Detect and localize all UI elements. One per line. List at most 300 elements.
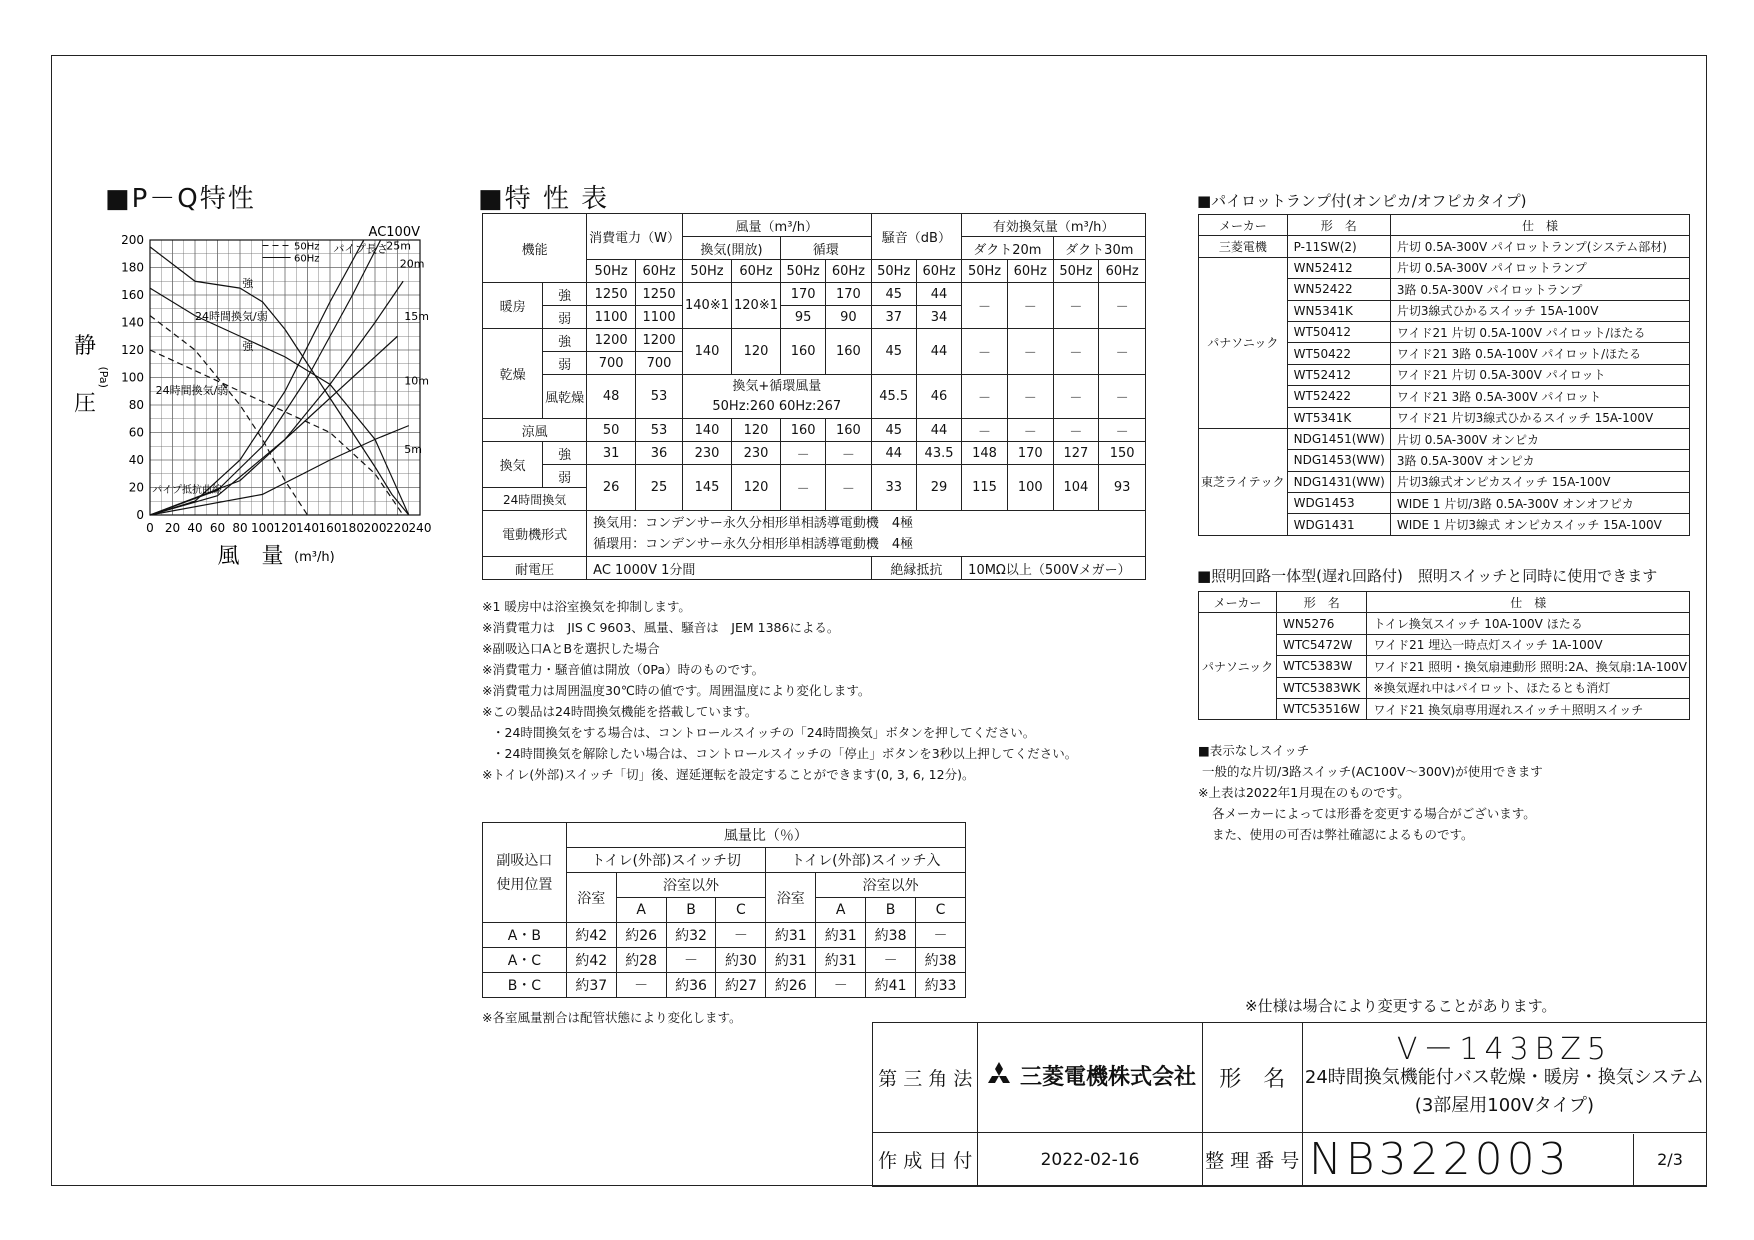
model-cell: WT5341K bbox=[1287, 407, 1390, 428]
cell: 53 bbox=[636, 419, 683, 442]
lighting-table bbox=[1198, 591, 1690, 720]
cell: 50 bbox=[587, 419, 636, 442]
cell: 120 bbox=[732, 329, 781, 375]
cell: 34 bbox=[916, 306, 961, 329]
ratio-h-c: C bbox=[916, 898, 966, 923]
num-label: 整 理 番 号 bbox=[1202, 1133, 1302, 1187]
spec-cell: WIDE 1 片切3線式 オンピカスイッチ 15A-100V bbox=[1390, 514, 1689, 535]
ratio-h-pos1: 副吸込口 bbox=[496, 852, 553, 869]
model-cell: WTC5383W bbox=[1277, 656, 1367, 677]
cell: 26 bbox=[587, 465, 636, 511]
note: 一般的な片切/3路スイッチ(AC100V～300V)が使用できます bbox=[1202, 764, 1543, 779]
table-cell: － bbox=[666, 948, 716, 973]
cell: － bbox=[1053, 419, 1099, 442]
ratio-h-bath: 浴室 bbox=[766, 873, 816, 923]
cell: 1200 bbox=[587, 329, 636, 352]
curve-label: 15m bbox=[404, 309, 429, 323]
ratio-h-other: 浴室以外 bbox=[816, 873, 966, 898]
cell: － bbox=[780, 465, 825, 511]
spec-h-vent: 換気(開放) bbox=[683, 237, 781, 260]
cell: 36 bbox=[636, 442, 683, 465]
cell: 31 bbox=[587, 442, 636, 465]
model-cell: WT52412 bbox=[1287, 364, 1390, 385]
lighting-h-spec: 仕 様 bbox=[1367, 592, 1690, 613]
table-cell: B・C bbox=[483, 973, 567, 998]
y-tick-label: 120 bbox=[121, 343, 144, 357]
model-cell: WN5341K bbox=[1287, 300, 1390, 321]
lighting-h-model: 形 名 bbox=[1277, 592, 1367, 613]
note: ・24時間換気をする場合は、コントロールスイッチの「24時間換気」ボタンを押してください。 bbox=[492, 725, 1036, 740]
voltage-label: AC100V bbox=[368, 225, 420, 240]
pq-title: ■P－Q特性 bbox=[105, 184, 256, 214]
cell: － bbox=[962, 329, 1008, 375]
y-tick-label: 0 bbox=[136, 508, 144, 522]
projection: 第 三 角 法 bbox=[873, 1023, 978, 1133]
curve-label: 20m bbox=[399, 257, 425, 271]
pq-chart-svg bbox=[60, 215, 450, 575]
cell: 160 bbox=[780, 419, 825, 442]
cell: 45 bbox=[871, 283, 916, 306]
legend-label: 50Hz bbox=[294, 241, 320, 253]
x-tick-label: 100 bbox=[251, 521, 274, 535]
curve-label: 24時間換気/弱 bbox=[155, 384, 229, 397]
cell: 230 bbox=[683, 442, 732, 465]
cell: － bbox=[826, 442, 871, 465]
cell: 160 bbox=[780, 329, 825, 375]
curve-label: 25m bbox=[386, 239, 411, 253]
table-row bbox=[483, 923, 966, 948]
ratio-h-pos2: 使用位置 bbox=[496, 876, 553, 893]
title-block bbox=[872, 1022, 1707, 1187]
cell: 1100 bbox=[636, 306, 683, 329]
cell: 140 bbox=[683, 419, 732, 442]
kf-note bbox=[683, 375, 872, 419]
table-cell: A・C bbox=[483, 948, 567, 973]
date-label: 作 成 日 付 bbox=[873, 1133, 978, 1187]
table-cell: 約42 bbox=[566, 948, 616, 973]
table-row bbox=[483, 973, 966, 998]
curve-label: 強 bbox=[242, 276, 254, 290]
spec-h-eff: 有効換気量（m³/h） bbox=[962, 214, 1146, 237]
curve-label: 5m bbox=[404, 443, 422, 457]
row-kanso: 乾燥 bbox=[483, 329, 543, 419]
level: 風乾燥 bbox=[543, 375, 587, 419]
cell: 44 bbox=[916, 419, 961, 442]
spec-h-d30: ダクト30m bbox=[1053, 237, 1145, 260]
cell: 90 bbox=[826, 306, 871, 329]
kf-note-2: 50Hz:260 60Hz:267 bbox=[712, 398, 842, 414]
ratio-h-a: A bbox=[616, 898, 666, 923]
x-tick-label: 180 bbox=[341, 521, 364, 535]
note: ※1 暖房中は浴室換気を抑制します。 bbox=[482, 599, 691, 614]
note: ・24時間換気を解除したい場合は、コントロールスイッチの「停止」ボタンを3秒以上押してください。 bbox=[492, 746, 1078, 761]
num-cell bbox=[1302, 1133, 1706, 1187]
hz: 50Hz bbox=[587, 260, 636, 283]
table-cell: － bbox=[716, 923, 766, 948]
hz: 60Hz bbox=[636, 260, 683, 283]
table-row bbox=[1199, 613, 1690, 634]
volt-label: 耐電圧 bbox=[483, 557, 587, 580]
cell: － bbox=[1099, 329, 1146, 375]
hz: 60Hz bbox=[1007, 260, 1053, 283]
hz: 50Hz bbox=[780, 260, 825, 283]
table-cell: 約37 bbox=[566, 973, 616, 998]
model-cell: WTC53516W bbox=[1277, 698, 1367, 719]
level: 弱 bbox=[543, 306, 587, 329]
table-cell: － bbox=[816, 973, 866, 998]
y-tick-label: 200 bbox=[121, 233, 144, 247]
ratio-h-a: A bbox=[816, 898, 866, 923]
cell: － bbox=[1099, 283, 1146, 329]
model-cell: WT50422 bbox=[1287, 343, 1390, 364]
level: 強 bbox=[543, 329, 587, 352]
spec-cell: 片切3線式ひかるスイッチ 15A-100V bbox=[1390, 300, 1689, 321]
y-tick-label: 160 bbox=[121, 288, 144, 302]
ins-label: 絶縁抵抗 bbox=[871, 557, 962, 580]
note: ※消費電力は周囲温度30℃時の値です。周囲温度により変化します。 bbox=[482, 683, 871, 698]
curve-label: 24時間換気/弱 bbox=[195, 309, 268, 323]
level: 強 bbox=[543, 442, 587, 465]
spec-cell: ワイド21 片切3線式ひかるスイッチ 15A-100V bbox=[1390, 407, 1689, 428]
cell: － bbox=[962, 283, 1008, 329]
table-row bbox=[1199, 236, 1690, 257]
ins-value: 10MΩ以上（500Vメガー） bbox=[962, 557, 1146, 580]
model-cell: WT52422 bbox=[1287, 386, 1390, 407]
cell: 1250 bbox=[587, 283, 636, 306]
cell: 120 bbox=[732, 465, 781, 511]
cell: － bbox=[1099, 375, 1146, 419]
table-cell: A・B bbox=[483, 923, 567, 948]
change-note: ※仕様は場合により変更することがあります。 bbox=[1245, 997, 1557, 1015]
pq-series-line bbox=[150, 281, 403, 515]
row-danbo: 暖房 bbox=[483, 283, 543, 329]
motor-value bbox=[587, 511, 1146, 557]
cell: 44 bbox=[871, 442, 916, 465]
table-cell: 約31 bbox=[816, 923, 866, 948]
spec-cell: 片切 0.5A-300V パイロットランプ(システム部材) bbox=[1390, 236, 1689, 257]
level: 強 bbox=[543, 283, 587, 306]
x-tick-label: 120 bbox=[273, 521, 297, 535]
doc-number: NB322003 bbox=[1303, 1134, 1634, 1186]
table-row bbox=[483, 948, 966, 973]
table-row bbox=[1199, 257, 1690, 278]
table-cell: 約28 bbox=[616, 948, 666, 973]
ratio-h-off: トイレ(外部)スイッチ切 bbox=[566, 848, 766, 873]
x-tick-label: 40 bbox=[187, 521, 203, 535]
pilot-h-maker: メーカー bbox=[1199, 215, 1288, 236]
cell: － bbox=[1007, 283, 1053, 329]
note: また、使用の可否は弊社確認によるものです。 bbox=[1212, 827, 1474, 842]
cell: － bbox=[1007, 419, 1053, 442]
y-tick-label: 40 bbox=[128, 453, 144, 467]
spec-cell: 3路 0.5A-300V パイロットランプ bbox=[1390, 279, 1689, 300]
spec-cell: 3路 0.5A-300V オンピカ bbox=[1390, 450, 1689, 471]
curve-label: 強 bbox=[242, 340, 254, 353]
spec-cell: ※換気遅れ中はパイロット、ほたるとも消灯 bbox=[1367, 677, 1690, 698]
table-cell: 約27 bbox=[716, 973, 766, 998]
cell: 46 bbox=[916, 375, 961, 419]
spec-cell: 片切3線式オンピカスイッチ 15A-100V bbox=[1390, 471, 1689, 492]
mitsubishi-logo-icon bbox=[984, 1062, 1014, 1090]
cell: 120 bbox=[732, 419, 781, 442]
y-tick-label: 140 bbox=[121, 315, 144, 330]
table-cell: 約36 bbox=[666, 973, 716, 998]
hz: 60Hz bbox=[916, 260, 961, 283]
cell: 120※1 bbox=[732, 283, 781, 329]
table-cell: 約41 bbox=[866, 973, 916, 998]
note: ※トイレ(外部)スイッチ「切」後、遅延運転を設定することができます(0, 3, 6, 12分)。 bbox=[482, 767, 975, 782]
table-cell: 約38 bbox=[866, 923, 916, 948]
hz: 60Hz bbox=[826, 260, 871, 283]
model-cell bbox=[1302, 1023, 1706, 1133]
table-cell: － bbox=[866, 948, 916, 973]
cell: 145 bbox=[683, 465, 732, 511]
model-desc-2: (3部屋用100Vタイプ) bbox=[1414, 1094, 1595, 1116]
table-cell: － bbox=[616, 973, 666, 998]
table-cell: 約30 bbox=[716, 948, 766, 973]
spec-h-noise: 騒音（dB） bbox=[871, 214, 962, 260]
level: 弱 bbox=[543, 465, 587, 488]
motor-1: 換気用：コンデンサー永久分相形単相誘導電動機 4極 bbox=[593, 515, 914, 531]
model-number: V－143BZ5 bbox=[1396, 1031, 1612, 1067]
cell: 170 bbox=[826, 283, 871, 306]
spec-cell: 片切 0.5A-300V オンピカ bbox=[1390, 428, 1689, 449]
x-tick-label: 160 bbox=[318, 521, 342, 535]
table-cell: 約33 bbox=[916, 973, 966, 998]
cell: － bbox=[780, 442, 825, 465]
cell: 115 bbox=[962, 465, 1008, 511]
model-cell: NDG1453(WW) bbox=[1287, 450, 1390, 471]
y-tick-label: 80 bbox=[128, 398, 144, 412]
maker-cell: 三菱電機 bbox=[1199, 236, 1288, 257]
table-cell: 約38 bbox=[916, 948, 966, 973]
cell: － bbox=[1053, 375, 1099, 419]
maker-cell: パナソニック bbox=[1199, 257, 1288, 428]
date-value: 2022-02-16 bbox=[978, 1133, 1202, 1187]
table-cell: 約42 bbox=[566, 923, 616, 948]
cell: 45.5 bbox=[871, 375, 916, 419]
company-name: 三菱電機株式会社 bbox=[1020, 1065, 1197, 1091]
note: ※この製品は24時間換気機能を搭載しています。 bbox=[482, 704, 758, 719]
hz: 60Hz bbox=[1099, 260, 1146, 283]
ratio-note: ※各室風量割合は配管状態により変化します。 bbox=[482, 1010, 742, 1025]
ratio-h-c: C bbox=[716, 898, 766, 923]
model-cell: WTC5383WK bbox=[1277, 677, 1367, 698]
pipe-length-label: パイプ長さ bbox=[333, 242, 389, 256]
cell: 160 bbox=[826, 329, 871, 375]
curve-label: 10m bbox=[404, 374, 429, 388]
cell: 1200 bbox=[636, 329, 683, 352]
cell: 37 bbox=[871, 306, 916, 329]
row-ryofu: 涼風 bbox=[483, 419, 587, 442]
level: 弱 bbox=[543, 352, 587, 375]
ratio-h-on: トイレ(外部)スイッチ入 bbox=[766, 848, 966, 873]
y-axis-unit: (Pa) bbox=[97, 366, 110, 388]
y-axis-label: 静 bbox=[74, 333, 97, 359]
cell: 45 bbox=[871, 329, 916, 375]
model-cell: WN52412 bbox=[1287, 257, 1390, 278]
cell: 170 bbox=[1007, 442, 1053, 465]
x-tick-label: 60 bbox=[209, 521, 226, 535]
cell: 104 bbox=[1053, 465, 1099, 511]
x-tick-label: 220 bbox=[386, 521, 409, 535]
spec-h-func: 機能 bbox=[483, 214, 587, 283]
cell: 1250 bbox=[636, 283, 683, 306]
y-tick-label: 100 bbox=[121, 370, 144, 385]
cell: 1100 bbox=[587, 306, 636, 329]
y-tick-label: 60 bbox=[128, 425, 144, 440]
maker-cell: 東芝ライテック bbox=[1199, 428, 1288, 535]
legend-label: 60Hz bbox=[294, 253, 320, 265]
ratio-h-bath: 浴室 bbox=[566, 873, 616, 923]
table-cell: 約26 bbox=[766, 973, 816, 998]
cell: 700 bbox=[636, 352, 683, 375]
cell: － bbox=[962, 419, 1008, 442]
hz: 50Hz bbox=[683, 260, 732, 283]
cell: － bbox=[962, 375, 1008, 419]
x-tick-label: 20 bbox=[164, 521, 181, 535]
row-kanki: 換気 bbox=[483, 442, 543, 488]
table-cell: 約32 bbox=[666, 923, 716, 948]
spec-h-circ: 循環 bbox=[780, 237, 871, 260]
hz: 50Hz bbox=[1053, 260, 1099, 283]
y-tick-label: 180 bbox=[121, 260, 144, 275]
model-cell: WDG1453 bbox=[1287, 493, 1390, 514]
pilot-h-model: 形 名 bbox=[1287, 215, 1390, 236]
hz: 50Hz bbox=[962, 260, 1008, 283]
cell: 53 bbox=[636, 375, 683, 419]
spec-cell: ワイド21 埋込一時点灯スイッチ 1A-100V bbox=[1367, 634, 1690, 655]
note: ※消費電力は JIS C 9603、風量、騒音は JEM 1386による。 bbox=[482, 620, 840, 635]
cell: 48 bbox=[587, 375, 636, 419]
cell: － bbox=[1007, 329, 1053, 375]
spec-cell: 片切 0.5A-300V パイロットランプ bbox=[1390, 257, 1689, 278]
model-cell: WT50412 bbox=[1287, 321, 1390, 342]
ratio-h: 風量比（％） bbox=[566, 823, 965, 848]
lighting-title: ■照明回路一体型(遅れ回路付) 照明スイッチと同時に使用できます bbox=[1197, 567, 1658, 585]
cell: 127 bbox=[1053, 442, 1099, 465]
row-24h: 24時間換気 bbox=[483, 488, 587, 511]
cell: 700 bbox=[587, 352, 636, 375]
spec-cell: ワイド21 換気扇専用遅れスイッチ＋照明スイッチ bbox=[1367, 698, 1690, 719]
model-desc-1: 24時間換気機能付バス乾燥・暖房・換気システム bbox=[1304, 1066, 1704, 1088]
kf-note-1: 換気+循環風量 bbox=[732, 378, 822, 394]
x-tick-label: 0 bbox=[146, 521, 154, 535]
spec-h-power: 消費電力（W） bbox=[587, 214, 683, 260]
model-cell: P-11SW(2) bbox=[1287, 236, 1390, 257]
table-row bbox=[1199, 428, 1690, 449]
model-cell: WDG1431 bbox=[1287, 514, 1390, 535]
table-cell: － bbox=[916, 923, 966, 948]
company-cell bbox=[978, 1023, 1202, 1133]
spec-h-flow: 風量（m³/h） bbox=[683, 214, 872, 237]
pilot-title: ■パイロットランプ付(オンピカ/オフピカタイプ) bbox=[1197, 192, 1527, 210]
x-tick-label: 80 bbox=[232, 521, 248, 535]
model-cell: WTC5472W bbox=[1277, 634, 1367, 655]
pilot-table bbox=[1198, 214, 1690, 536]
cell: 140 bbox=[683, 329, 732, 375]
spec-cell: ワイド21 照明・換気扇連動形 照明:2A、換気扇:1A-100V bbox=[1367, 656, 1690, 677]
note: ■表示なしスイッチ bbox=[1198, 743, 1310, 758]
cell: － bbox=[1007, 375, 1053, 419]
spec-cell: ワイド21 3路 0.5A-300V パイロット bbox=[1390, 386, 1689, 407]
pipe-curve-label: パイプ抵抗曲線 bbox=[152, 485, 222, 496]
cell: 230 bbox=[732, 442, 781, 465]
cell: － bbox=[1053, 283, 1099, 329]
cell: 33 bbox=[871, 465, 916, 511]
pq-chart bbox=[60, 215, 450, 579]
lighting-h-maker: メーカー bbox=[1199, 592, 1277, 613]
spec-table bbox=[482, 213, 1146, 580]
spec-cell: トイレ換気スイッチ 10A-100V ほたる bbox=[1367, 613, 1690, 634]
spec-cell: WIDE 1 片切/3路 0.5A-300V オンオフピカ bbox=[1390, 493, 1689, 514]
model-label: 形 名 bbox=[1202, 1023, 1302, 1133]
table-cell: 約26 bbox=[616, 923, 666, 948]
cell: 25 bbox=[636, 465, 683, 511]
spec-title: ■特 性 表 bbox=[478, 184, 610, 214]
ratio-h-other: 浴室以外 bbox=[616, 873, 766, 898]
note: ※消費電力・騒音値は開放（0Pa）時のものです。 bbox=[482, 662, 765, 677]
spec-cell: ワイド21 片切 0.5A-300V パイロット bbox=[1390, 364, 1689, 385]
hz: 50Hz bbox=[871, 260, 916, 283]
right-notes bbox=[1198, 740, 1543, 845]
note: 各メーカーによっては形番を変更する場合がございます。 bbox=[1212, 806, 1536, 821]
cell: 44 bbox=[916, 329, 961, 375]
x-tick-label: 140 bbox=[296, 521, 319, 535]
x-axis-label: 風 量 bbox=[217, 544, 284, 569]
ratio-h-b: B bbox=[666, 898, 716, 923]
table-cell: 約31 bbox=[766, 923, 816, 948]
cell: 95 bbox=[780, 306, 825, 329]
table-cell: 約31 bbox=[766, 948, 816, 973]
y-axis-label: 圧 bbox=[74, 391, 97, 417]
y-tick-label: 20 bbox=[128, 480, 144, 495]
cell: 140※1 bbox=[683, 283, 732, 329]
model-cell: WN52422 bbox=[1287, 279, 1390, 300]
cell: － bbox=[826, 465, 871, 511]
spec-notes bbox=[482, 596, 1077, 785]
page-number: 2/3 bbox=[1657, 1150, 1683, 1169]
pq-series-line bbox=[150, 247, 409, 515]
cell: 44 bbox=[916, 283, 961, 306]
hz: 60Hz bbox=[732, 260, 781, 283]
cell: － bbox=[1099, 419, 1146, 442]
cell: 160 bbox=[826, 419, 871, 442]
note: ※副吸込口AとBを選択した場合 bbox=[482, 641, 660, 656]
motor-label: 電動機形式 bbox=[483, 511, 587, 557]
model-cell: NDG1451(WW) bbox=[1287, 428, 1390, 449]
cell: 170 bbox=[780, 283, 825, 306]
spec-cell: ワイド21 片切 0.5A-100V パイロット/ほたる bbox=[1390, 321, 1689, 342]
cell: 150 bbox=[1099, 442, 1146, 465]
model-cell: NDG1431(WW) bbox=[1287, 471, 1390, 492]
x-tick-label: 200 bbox=[363, 521, 387, 535]
table-cell: 約31 bbox=[816, 948, 866, 973]
ratio-h-b: B bbox=[866, 898, 916, 923]
volt-value: AC 1000V 1分間 bbox=[587, 557, 871, 580]
spec-h-d20: ダクト20m bbox=[962, 237, 1053, 260]
note: ※上表は2022年1月現在のものです。 bbox=[1198, 785, 1410, 800]
motor-2: 循環用：コンデンサー永久分相形単相誘導電動機 4極 bbox=[593, 536, 914, 552]
spec-cell: ワイド21 3路 0.5A-100V パイロット/ほたる bbox=[1390, 343, 1689, 364]
ratio-h-pos bbox=[483, 823, 567, 923]
cell: 100 bbox=[1007, 465, 1053, 511]
cell: 148 bbox=[962, 442, 1008, 465]
pilot-h-spec: 仕 様 bbox=[1390, 215, 1689, 236]
cell: 45 bbox=[871, 419, 916, 442]
cell: 43.5 bbox=[916, 442, 961, 465]
cell: 29 bbox=[916, 465, 961, 511]
